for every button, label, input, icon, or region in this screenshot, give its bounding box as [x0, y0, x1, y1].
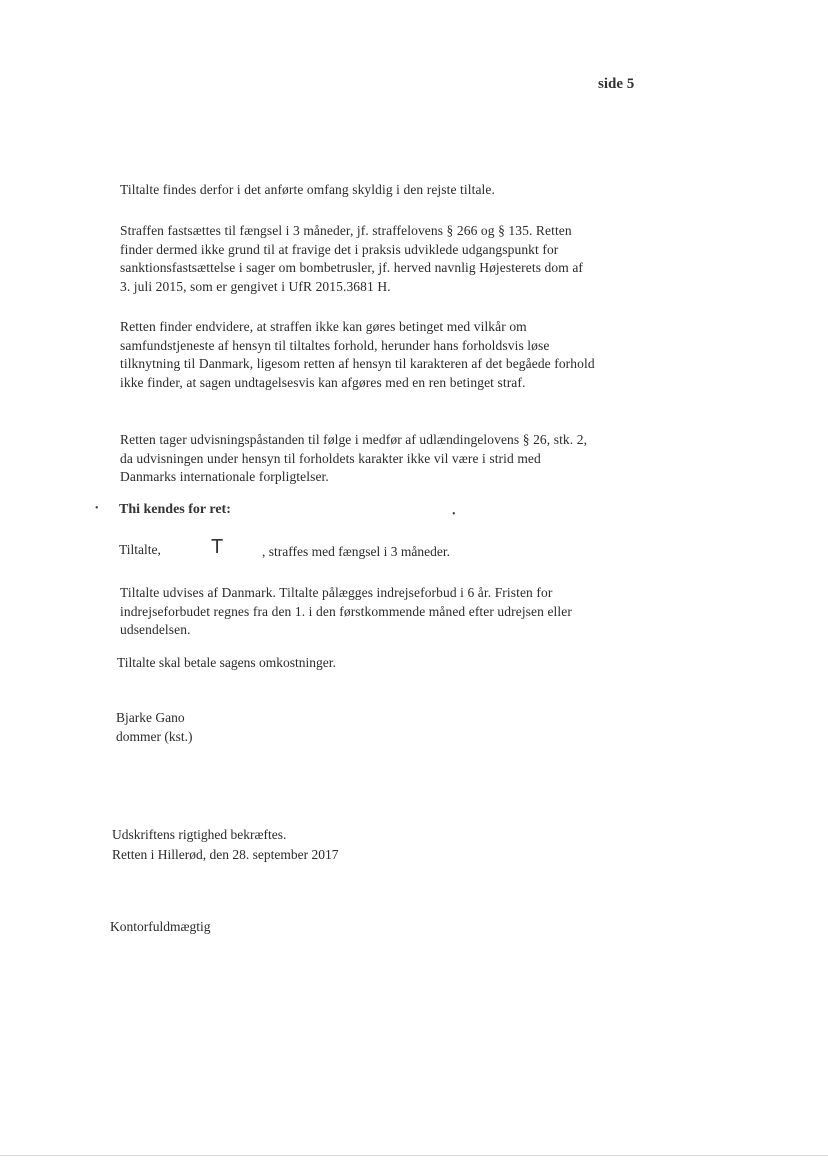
signature-title: dommer (kst.) — [116, 729, 193, 744]
page-bottom-edge — [0, 1155, 828, 1156]
verdict-expulsion: Tiltalte udvises af Danmark. Tiltalte pålægges indrejseforbud i 6 år. Fristen for indrejseforbudet regnes fra den 1. i den førstkommende måned efter udrejsen eller udsendelsen. — [120, 585, 572, 637]
stray-dot: • — [452, 509, 456, 520]
certification-place-date: Retten i Hillerød, den 28. september 2017 — [112, 847, 339, 862]
verdict-sentence: , straffes med fængsel i 3 måneder. — [262, 544, 450, 559]
verdict-costs: Tiltalte skal betale sagens omkostninger. — [117, 655, 336, 670]
verdict-defendant-label: Tiltalte, — [119, 542, 161, 557]
paragraph-sentence: Straffen fastsættes til fængsel i 3 måneder, jf. straffelovens § 266 og § 135. Retten finder dermed ikke grund til at fravige det i praksis udviklede udgangspunkt for sanktionsfastsættelse i sager om bombetrusler, jf. herved navnlig Højesterets dom af 3. juli 2015, som er gengivet i UfR 2015.3681 H. — [120, 223, 584, 294]
bullet-mark: • — [95, 503, 99, 514]
paragraph-conditional: Retten finder endvidere, at straffen ikke kan gøres betinget med vilkår om samfundstjeneste af hensyn til tiltaltes forhold, herunder hans forholdsvis løse tilknytning til Danmark, ligesom retten af hensyn til karakteren af det begåede forhold ikke finder, at sagen undtagelsesvis kan afgøres med en ren betinget straf. — [120, 319, 595, 390]
certification-line: Udskriftens rigtighed bekræftes. — [112, 827, 287, 842]
clerk-title: Kontorfuldmægtig — [110, 919, 211, 934]
page-number: side 5 — [598, 76, 635, 92]
redacted-name: T — [211, 536, 224, 558]
paragraph-guilty: Tiltalte findes derfor i det anførte omfang skyldig i den rejste tiltale. — [120, 182, 495, 197]
signature-name: Bjarke Gano — [116, 710, 185, 725]
paragraph-expulsion-ground: Retten tager udvisningspåstanden til følge i medfør af udlændingelovens § 26, stk. 2, da udvisningen under hensyn til forholdets karakter ikke vil være i strid med Danmarks internationale forpligtelser. — [120, 432, 588, 484]
verdict-heading: Thi kendes for ret: — [119, 502, 231, 517]
